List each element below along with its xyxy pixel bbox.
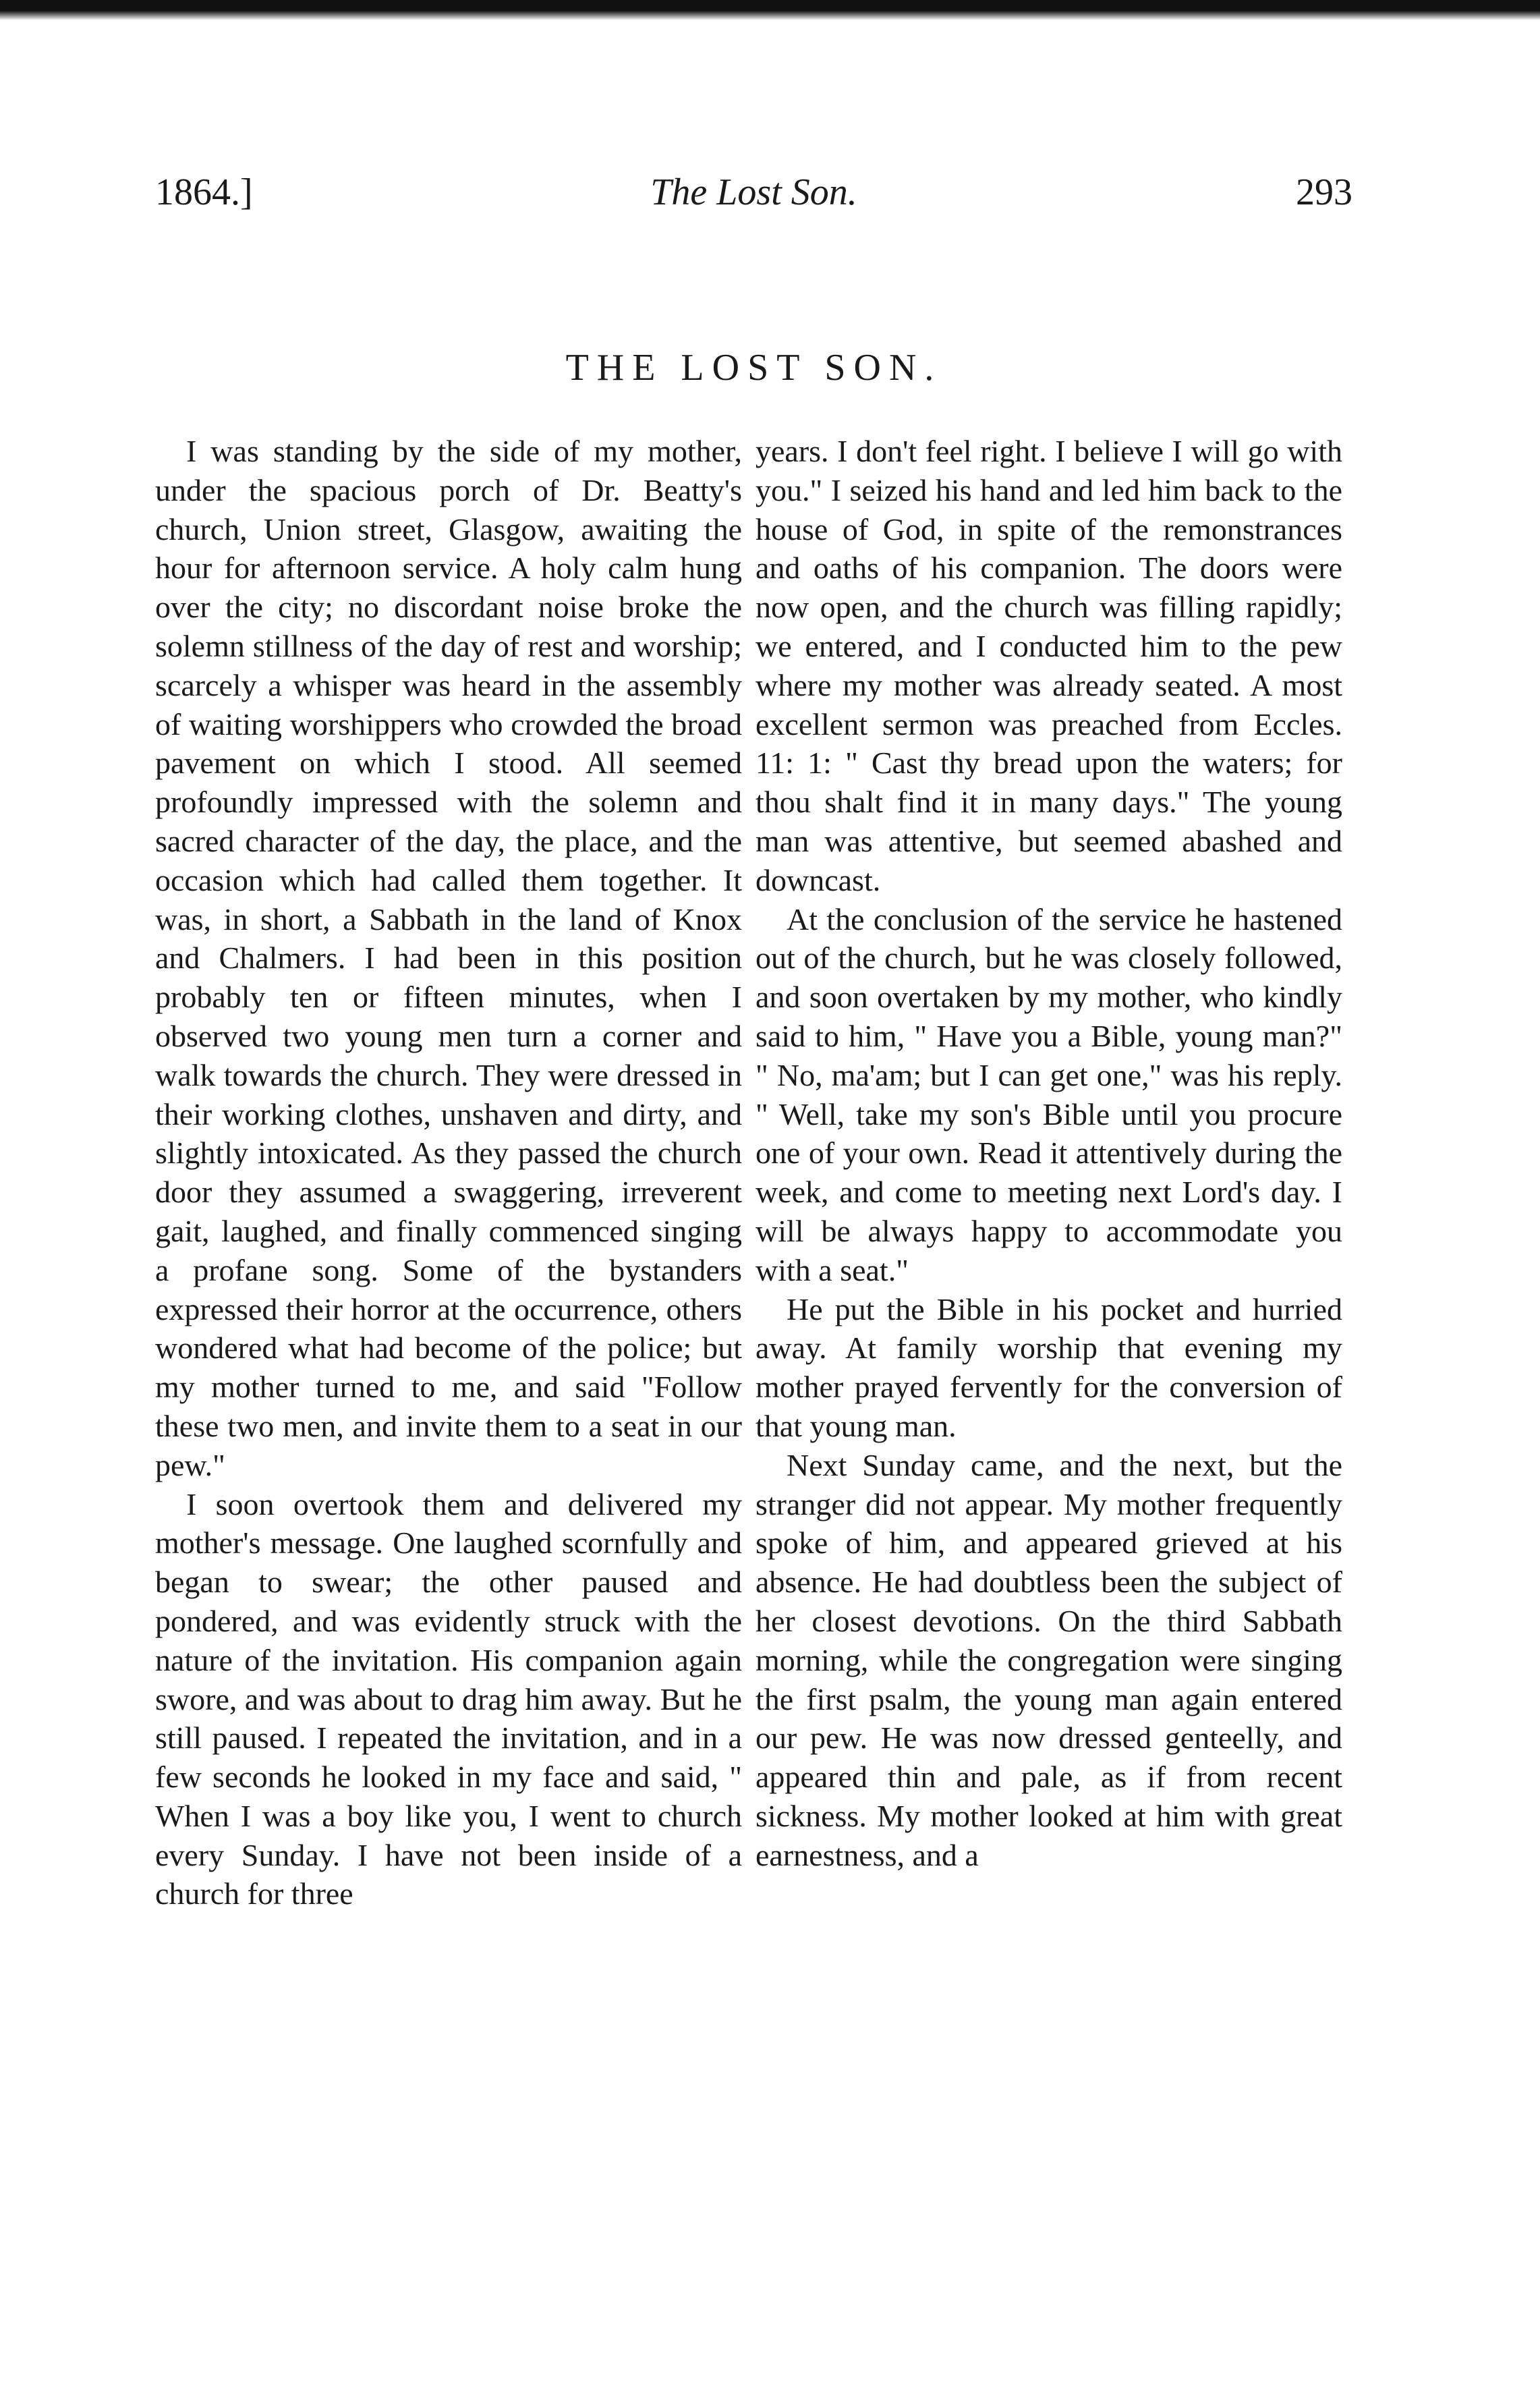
left-column (155, 432, 742, 1913)
page-number: 293 (1296, 171, 1352, 213)
paragraph: At the conclusion of the service he hastened out of the church, but he was closely followed, and soon overtaken by my mother, who kindly said to him, " Have you a Bible, young man?" " No, ma'am; but I can get one," was his reply. " Well, take my son's Bible until you procure one of your own. Read it attentively during the week, and come to meeting next Lord's day. I will be always happy to accommodate you with a seat." (755, 901, 1342, 1287)
paragraph: He put the Bible in his pocket and hurried away. At family worship that evening my mother prayed fervently for the conversion of that young man. (755, 1291, 1342, 1443)
running-head-year: 1864.] (155, 171, 253, 213)
paragraph: I soon overtook them and delivered my mother's message. One laughed scornfully and began to swear; the other paused and pondered, and was evidently struck with the nature of the invitation. His companion again swore, and was about to drag him away. But he still paused. I repeated the invitation, and in a few seconds he looked in my face and said, " When I was a boy like you, I went to church every Sunday. I have not been inside of a church for three (155, 1486, 742, 1911)
running-head-title: The Lost Son. (650, 171, 857, 213)
article-title: THE LOST SON. (565, 347, 942, 389)
paragraph: years. I don't feel right. I believe I will go with you." I seized his hand and led him back to the house of God, in spite of the remonstrances and oaths of his companion. The doors were now open, and the church was filling rapidly; we entered, and I conducted him to the pew where my mother was already seated. A most excellent sermon was preached from Eccles. 11: 1: " Cast thy bread upon the waters; for thou shalt find it in many days." The young man was attentive, but seemed abashed and downcast. (755, 434, 1342, 897)
right-column (755, 432, 1342, 1874)
paragraph: Next Sunday came, and the next, but the stranger did not appear. My mother frequently spoke of him, and appeared grieved at his absence. He had doubtless been the subject of her closest devotions. On the third Sabbath morning, while the congregation were singing the first psalm, the young man again entered our pew. He was now dressed genteelly, and appeared thin and pale, as if from recent sickness. My mother looked at him with great earnestness, and a (755, 1447, 1342, 1872)
paragraph: I was standing by the side of my mother, under the spacious porch of Dr. Beatty's church, Union street, Glasgow, awaiting the hour for afternoon service. A holy calm hung over the city; no discordant noise broke the solemn stillness of the day of rest and worship; scarcely a whisper was heard in the assembly of waiting worshippers who crowded the broad pavement on which I stood. All seemed profoundly impressed with the solemn and sacred character of the day, the place, and the occasion which had called them together. It was, in short, a Sabbath in the land of Knox and Chalmers. I had been in this position probably ten or fifteen minutes, when I observed two young men turn a corner and walk towards the church. They were dressed in their working clothes, unshaven and dirty, and slightly intoxicated. As they passed the church door they assumed a swaggering, irreverent gait, laughed, and finally commenced singing a profane song. Some of the bystanders expressed their horror at the occurrence, others wondered what had become of the police; but my mother turned to me, and said "Follow these two men, and invite them to a seat in our pew." (155, 434, 742, 1482)
top-page-edge (0, 0, 1540, 20)
running-head (155, 162, 1352, 223)
